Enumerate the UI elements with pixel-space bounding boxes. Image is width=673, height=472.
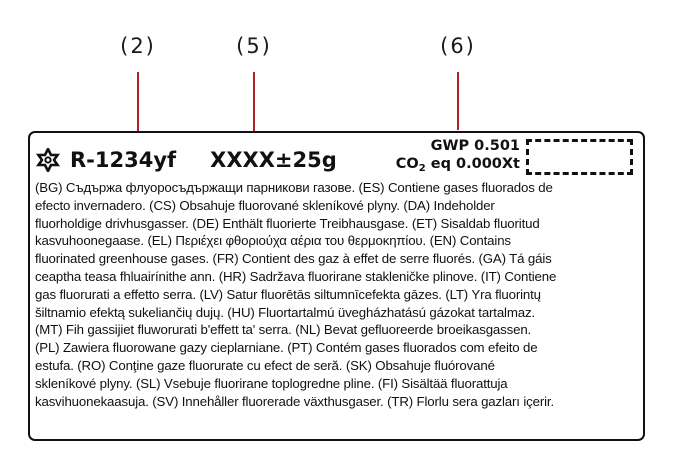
warning-line: (BG) Съдържа флуоросъдържащи парникови газове. (ES) Contiene gases fluorados de: [35, 180, 553, 195]
gwp-block: [372, 137, 520, 173]
callout-6: (6): [440, 34, 476, 58]
refrigerant-type: R-1234yf: [70, 148, 177, 172]
snowflake-star-icon: [36, 148, 60, 172]
multilingual-warning-text: [35, 179, 641, 410]
warning-line: kasvihuonekaasuja. (SV) Innehåller fluorerade växthusgaser. (TR) Florlu sera gazları içerir.: [35, 393, 554, 409]
callout-5: (5): [236, 34, 272, 58]
warning-line: kasvuhoonegaase. (EL) Περιέχει φθοριούχα αέρια του θερμοκηπίου. (EN) Contains: [35, 233, 511, 249]
co2-suffix: eq 0.000Xt: [425, 156, 520, 172]
warning-line: gas fluorurati a effetto serra. (LV) Satur fluorētās siltumnīcefekta gāzes. (LT) Yra fluorintų: [35, 286, 541, 302]
warning-line: ceaptha teasa fhluairínithe ann. (HR) Sadržava fluorirane stakleničke plinove. (IT) Contiene: [35, 268, 557, 284]
leader-line-6: [457, 72, 459, 130]
dashed-placeholder-box: [526, 139, 633, 175]
label-header: [36, 145, 337, 175]
warning-line: estufa. (RO) Conţine gaze fluorurate cu efect de seră. (SK) Obsahuje fluórované: [35, 357, 495, 373]
warning-line: (PL) Zawiera fluorowane gazy cieplarniane. (PT) Contém gases fluorados com efeito de: [35, 340, 538, 356]
warning-line: fluorholdige drivhusgasser. (DE) Enthält fluorierte Treibhausgase. (ET) Sisaldab fluoritud: [35, 215, 540, 231]
warning-line: fluorinated greenhouse gases. (FR) Contient des gaz à effet de serre fluorés. (GA) Tá gáis: [35, 251, 552, 267]
warning-line: šiltnamio efektą sukeliančių dujų. (HU) Fluortartalmú üvegházhatású gázokat tartalmaz.: [35, 304, 535, 320]
warning-line: skleníkové plyny. (SL) Vsebuje fluorirane toplogredne pline. (FI) Sisältää fluorattuja: [35, 375, 508, 391]
co2-equivalent: [372, 155, 520, 173]
warning-line: efecto invernadero. (CS) Obsahuje fluorované skleníkové plyny. (DA) Indeholder: [35, 197, 495, 213]
co2-subscript: 2: [418, 163, 426, 174]
callout-2: (2): [120, 34, 156, 58]
co2-prefix: CO: [395, 156, 419, 172]
warning-line: (MT) Fih gassijiet fluworurati b'effett ta' serra. (NL) Bevat gefluoreerde broeikasgassen.: [35, 322, 532, 338]
gwp-value: GWP 0.501: [430, 138, 520, 154]
refrigerant-charge: XXXX±25g: [210, 148, 337, 172]
